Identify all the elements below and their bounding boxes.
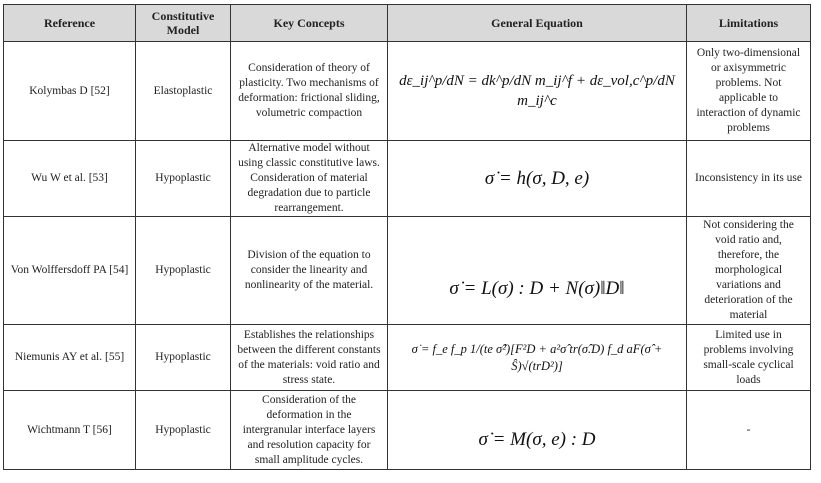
model-cell: Hypoplastic <box>136 325 231 391</box>
equation-cell <box>388 42 687 141</box>
concepts-cell: Establishes the relationships between the different constants of the materials: void ratio and stress state. <box>231 325 388 391</box>
header-reference: Reference <box>4 5 136 42</box>
equation-cell <box>388 391 687 470</box>
model-cell: Hypoplastic <box>136 391 231 470</box>
concepts-cell: Division of the equation to consider the linearity and nonlinearity of the material. <box>231 217 388 325</box>
header-row <box>4 5 811 42</box>
equation: dε_ij^p/dN = dk^p/dN m_ij^f + dε_vol,c^p/dN m_ij^c <box>399 73 675 109</box>
reference-cell: Niemunis AY et al. [55] <box>4 325 136 391</box>
equation-cell <box>388 325 687 391</box>
model-cell: Hypoplastic <box>136 141 231 217</box>
header-model: Constitutive Model <box>136 5 231 42</box>
limitations-cell: Not considering the void ratio and, therefore, the morphological variations and deterioration of the material <box>687 217 811 325</box>
equation-cell <box>388 217 687 325</box>
table-row <box>4 141 811 217</box>
table-row <box>4 217 811 325</box>
equation: σ̇ = M(σ, e) : D <box>478 429 596 450</box>
concepts-cell: Consideration of the deformation in the intergranular interface layers and resolution capacity for small amplitude cycles. <box>231 391 388 470</box>
concepts-cell: Alternative model without using classic constitutive laws. Consideration of material degradation due to particle rearrangement. <box>231 141 388 217</box>
equation: σ̇ = L(σ) : D + N(σ)‖D‖ <box>449 277 625 299</box>
limitations-cell: Inconsistency in its use <box>687 141 811 217</box>
limitations-cell: Limited use in problems involving small-scale cyclical loads <box>687 325 811 391</box>
reference-cell: Von Wolffersdoff PA [54] <box>4 217 136 325</box>
table-row <box>4 42 811 141</box>
header-equation: General Equation <box>388 5 687 42</box>
concepts-cell: Consideration of theory of plasticity. Two mechanisms of deformation: frictional sliding, volumetric compaction <box>231 42 388 141</box>
reference-cell: Wu W et al. [53] <box>4 141 136 217</box>
header-concepts: Key Concepts <box>231 5 388 42</box>
model-cell: Hypoplastic <box>136 217 231 325</box>
table-row <box>4 325 811 391</box>
equation: σ̇ = h(σ, D, e) <box>484 167 590 189</box>
reference-cell: Kolymbas D [52] <box>4 42 136 141</box>
header-limitations: Limitations <box>687 5 811 42</box>
limitations-cell: Only two-dimensional or axisymmetric problems. Not applicable to interaction of dynamic problems <box>687 42 811 141</box>
equation: σ̇ = f_e f_p 1/(te σ̂²)[F²D + a²σ̂ tr(σ̂.D) f_d aF(σ̂ + Ŝ)√(trD²)] <box>411 341 663 373</box>
model-cell: Elastoplastic <box>136 42 231 141</box>
equation-cell <box>388 141 687 217</box>
reference-cell: Wichtmann T [56] <box>4 391 136 470</box>
limitations-cell: - <box>687 391 811 470</box>
table-row <box>4 391 811 470</box>
constitutive-models-table <box>3 4 811 470</box>
